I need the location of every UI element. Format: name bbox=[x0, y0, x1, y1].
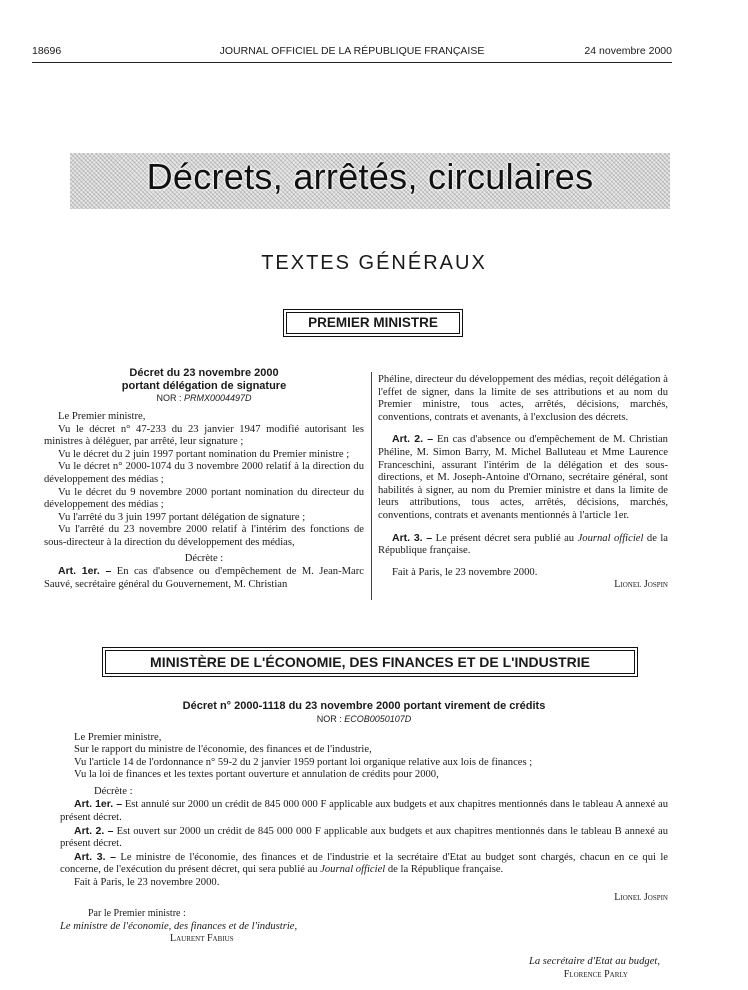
article-3-text-before: Le ministre de l'économie, des finances et de l'industrie et la secrétaire d'Etat au budget sont chargés, chacun en ce qui le concerne, de l'exécution du présent décret, qui sera publié au bbox=[60, 851, 668, 876]
header-rule bbox=[32, 62, 672, 63]
done-at: Fait à Paris, le 23 novembre 2000. bbox=[74, 877, 220, 889]
done-at: Fait à Paris, le 23 novembre 2000. bbox=[392, 566, 538, 578]
section-banner bbox=[70, 153, 670, 209]
article-1-continuation: Phéline, directeur du développement des médias, reçoit délégation à l'effet de signer, dans la limite de ses attributions et au nom du Premier ministre, tous actes, arrêtés, décisions, marchés, conventions, contrats et avenants, à l'exclusion des décrets. bbox=[378, 374, 668, 423]
signature-premier-ministre: Lionel Jospin bbox=[614, 579, 668, 591]
article-1-text: Est annulé sur 2000 un crédit de 845 000 000 F applicable aux budgets et aux chapitres mentionnés dans le tableau A annexé au présent décret. bbox=[60, 799, 668, 824]
journal-title: JOURNAL OFFICIEL DE LA RÉPUBLIQUE FRANÇAISE bbox=[219, 45, 485, 57]
nor-code: ECOB0050107D bbox=[344, 713, 412, 724]
decree-delegation-left-column bbox=[44, 367, 364, 591]
decrete: Décrète : bbox=[184, 552, 224, 564]
article-2 bbox=[378, 433, 668, 522]
ministere-heading-box bbox=[102, 647, 638, 677]
running-header bbox=[32, 45, 672, 59]
article-2-text: En cas d'absence ou d'empêchement de M. Christian Phéline, M. Simon Barry, M. Michel Balluteau et Mme Laurence Franceschini, assurant l'intérim de la délégation et des sous-directions, et M. Joseph-Antoine d'Ornano, secrétaire général, sont habilités à signer, au nom du Premier ministre et dans la limite de leurs attributions, tous actes, arrêtés, décisions, marchés, conventions, contrats et avenants mentionnés à l'article 1er. bbox=[378, 434, 668, 521]
secretary-signature: Florence Parly bbox=[563, 968, 628, 980]
premier-ministre-heading: PREMIER MINISTRE bbox=[286, 312, 460, 334]
preamble-line: Vu le décret du 9 novembre 2000 portant nomination du directeur du développement des médias ; bbox=[44, 486, 364, 511]
decree-title-line2: portant délégation de signature bbox=[121, 379, 287, 392]
article-1-label: Art. 1er. – bbox=[74, 798, 123, 811]
article-3-text-after: de la République française. bbox=[387, 864, 504, 876]
nor-label: NOR : bbox=[156, 393, 182, 403]
premier-ministre-heading-box bbox=[283, 309, 463, 337]
nor-code: PRMX0004497D bbox=[183, 393, 252, 403]
article-3 bbox=[378, 532, 668, 558]
preamble-line: Vu l'arrêté du 23 novembre 2000 relatif à l'intérim des fonctions de sous-directeur à la direction du développement des médias, bbox=[44, 524, 364, 548]
article-1 bbox=[44, 565, 364, 591]
secretary-title: La secrétaire d'Etat au budget, bbox=[528, 956, 660, 967]
preamble-line: Vu le décret n° 47-233 du 23 janvier 1947 modifié autorisant les ministres à déléguer, par arrêté, leur signature ; bbox=[44, 423, 364, 448]
par-le-premier-ministre: Par le Premier ministre : bbox=[88, 908, 186, 920]
banner-title: Décrets, arrêtés, circulaires bbox=[146, 156, 594, 197]
article-1-label: Art. 1er. – bbox=[58, 565, 112, 578]
decree-nor bbox=[44, 392, 364, 405]
nor-label: NOR : bbox=[316, 713, 342, 724]
preamble-line: Vu le décret n° 2000-1074 du 3 novembre 2000 relatif à la direction du développement des médias ; bbox=[44, 461, 364, 485]
article-1 bbox=[60, 798, 668, 824]
preamble-line: Vu l'arrêté du 3 juin 1997 portant délégation de signature ; bbox=[58, 511, 306, 523]
article-3-journal: Journal officiel bbox=[320, 864, 386, 876]
preamble-line: Sur le rapport du ministre de l'économie, des finances et de l'industrie, bbox=[74, 744, 372, 756]
article-3-journal: Journal officiel bbox=[577, 532, 644, 544]
article-2-text: Est ouvert sur 2000 un crédit de 845 000 000 F applicable aux budgets et aux chapitres mentionnés dans le tableau B annexé au présent décret. bbox=[60, 825, 668, 850]
preamble-line: Vu la loi de finances et les textes portant ouverture et annulation de crédits pour 2000, bbox=[74, 769, 439, 781]
preamble-line: Vu l'article 14 de l'ordonnance n° 59-2 du 2 janvier 1959 portant loi organique relative aux lois de finances ; bbox=[74, 756, 533, 768]
decree-delegation-right-column bbox=[378, 374, 668, 592]
decrete: Décrète : bbox=[94, 785, 133, 797]
minister-signature: Laurent Fabius bbox=[170, 933, 234, 945]
decree-virement-nor bbox=[60, 713, 668, 726]
section-heading: TEXTES GÉNÉRAUX bbox=[261, 252, 487, 274]
minister-title: Le ministre de l'économie, des finances et de l'industrie, bbox=[60, 920, 298, 932]
page-number: 18696 bbox=[32, 45, 62, 57]
decree-virement-title: Décret n° 2000-1118 du 23 novembre 2000 portant virement de crédits bbox=[182, 700, 546, 712]
article-2-label: Art. 2. – bbox=[74, 824, 114, 837]
article-3-text-before: Le présent décret sera publié au bbox=[435, 532, 575, 544]
column-divider bbox=[371, 372, 372, 600]
decree-virement-credits bbox=[60, 700, 668, 981]
article-1-text: En cas d'absence ou d'empêchement de M. Jean-Marc Sauvé, secrétaire général du Gouvernement, M. Christian bbox=[44, 566, 364, 590]
article-3-label: Art. 3. – bbox=[74, 850, 116, 863]
preamble-line: Le Premier ministre, bbox=[74, 731, 162, 743]
preamble-line: Vu le décret du 2 juin 1997 portant nomination du Premier ministre ; bbox=[58, 448, 350, 460]
ministere-heading: MINISTÈRE DE L'ÉCONOMIE, DES FINANCES ET DE L'INDUSTRIE bbox=[105, 650, 635, 674]
article-2-label: Art. 2. – bbox=[392, 433, 434, 446]
decree-title-line1: Décret du 23 novembre 2000 bbox=[129, 367, 279, 379]
article-3-text-after: de la République française. bbox=[378, 532, 668, 557]
issue-date: 24 novembre 2000 bbox=[584, 45, 672, 57]
preamble-line: Le Premier ministre, bbox=[58, 411, 146, 422]
signature-premier-ministre: Lionel Jospin bbox=[614, 891, 668, 903]
article-3-label: Art. 3. – bbox=[392, 531, 433, 544]
article-3 bbox=[60, 851, 668, 877]
article-2 bbox=[60, 825, 668, 851]
